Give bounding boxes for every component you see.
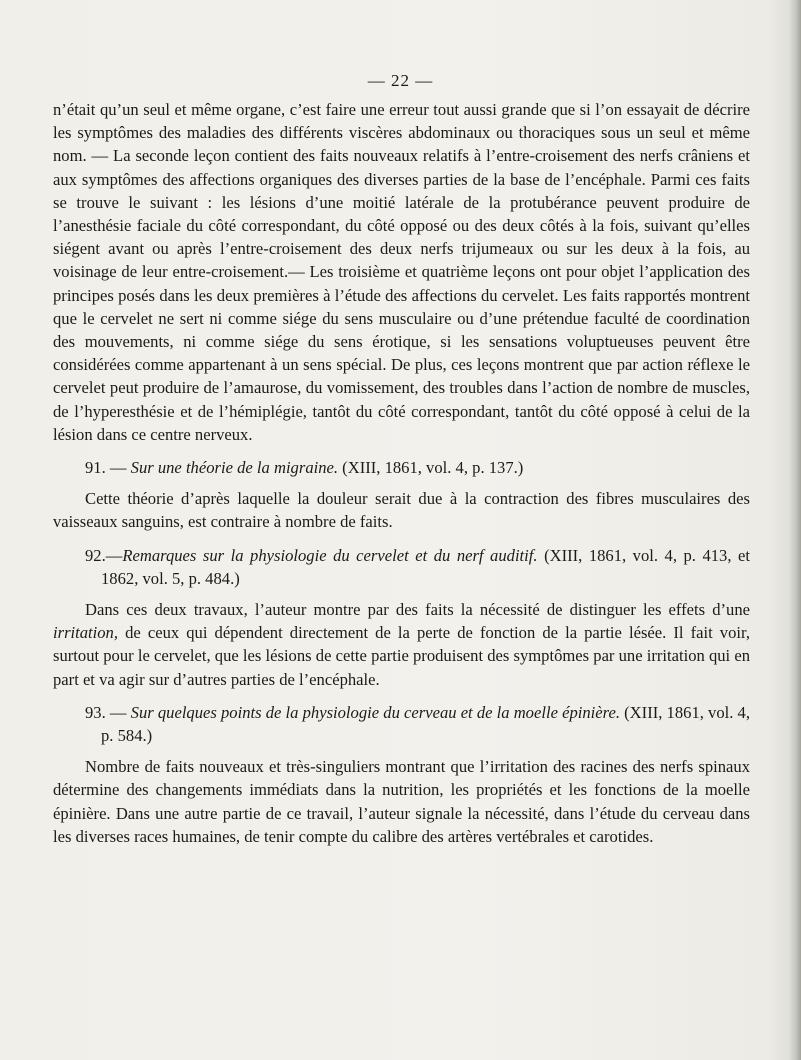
- body-text-start: Dans ces deux travaux, l’auteur montre par des faits la nécessité de distinguer les effets d’une: [85, 600, 750, 620]
- page-edge-shadow: [789, 0, 801, 1060]
- entry-dash: —: [105, 458, 131, 478]
- entry-title: Sur quelques points de la physiologie du cerveau et de la moelle épinière.: [130, 702, 620, 722]
- entry-number: 92.: [85, 545, 106, 565]
- entry-reference: (XIII, 1861, vol. 4, p. 584.): [101, 702, 750, 746]
- body-text-italic: irritation,: [53, 623, 119, 643]
- entry-93-heading: [53, 701, 750, 747]
- entry-dash: —: [105, 702, 131, 722]
- body-text-end: de ceux qui dépendent directement de la perte de fonction de la partie lésée. Il fait voir, surtout pour le cervelet, que les lésions de cette partie produisent des symptômes par une irritation qui en part et va agir sur d’autres parties de l’encéphale.: [53, 623, 750, 689]
- entry-92-body: [53, 598, 750, 691]
- paragraph-continued: n’était qu’un seul et même organe, c’est faire une erreur tout aussi grande que si l’on essayait de décrire les symptômes des maladies des différents viscères abdominaux ou thoraciques sous un seul et même nom. — La seconde leçon contient des faits nouveaux relatifs à l’entre-croisement des nerfs crâniens et aux symptômes des affections organiques des diverses parties de la base de l’encéphale. Parmi ces faits se trouve le suivant : les lésions d’une moitié latérale de la protubérance peuvent produire de l’anesthésie faciale du côté correspondant, du côté opposé ou des deux côtés à la fois, suivant qu’elles siégent avant ou après l’entre-croisement des deux nerfs trijumeaux ou sur les deux à la fois, au voisinage de leur entre-croisement.— Les troisième et quatrième leçons ont pour objet l’application des principes posés dans les deux premières à l’étude des affections du cervelet. Les faits rapportés montrent que le cervelet ne sert ni comme siége du sens musculaire ou d’une prétendue faculté de coordination des mouvements, ni comme siége du sens érotique, si les sensations voluptueuses peuvent être considérées comme appartenant à un sens spécial. De plus, ces leçons montrent que par action réflexe le cervelet peut produire de l’amaurose, du vomissement, des troubles dans l’action de nombre de muscles, de l’hyperesthésie et de l’hémiplégie, tantôt du côté correspondant, tantôt du côté opposé à celui de la lésion dans ce centre nerveux.: [53, 100, 750, 444]
- body-text: [53, 98, 750, 848]
- entry-title: Remarques sur la physiologie du cervelet et du nerf auditif.: [122, 545, 538, 565]
- entry-reference: (XIII, 1861, vol. 4, p. 137.): [338, 458, 524, 478]
- entry-dash: —: [105, 545, 123, 565]
- entry-number: 91.: [85, 458, 106, 478]
- entry-91-heading: [53, 456, 750, 479]
- entry-number: 93.: [85, 702, 106, 722]
- entry-title: Sur une théorie de la migraine.: [130, 458, 339, 478]
- entry-91-body: Cette théorie d’après laquelle la douleur serait due à la contraction des fibres musculaires des vaisseaux sanguins, est contraire à nombre de faits.: [53, 489, 750, 532]
- entry-92-heading: [53, 544, 750, 590]
- page-number: — 22 —: [367, 71, 434, 90]
- entry-93-body: Nombre de faits nouveaux et très-singuliers montrant que l’irritation des racines des nerfs spinaux détermine des changements immédiats dans la nutrition, les propriétés et les fonctions de la moelle épinière. Dans une autre partie de ce travail, l’auteur signale la nécessité, dans l’étude du cerveau dans les diverses races humaines, de tenir compte du calibre des artères vertébrales et carotides.: [53, 757, 750, 846]
- entry-reference: (XIII, 1861, vol. 4, p. 413, et 1862, vol. 5, p. 484.): [101, 545, 750, 588]
